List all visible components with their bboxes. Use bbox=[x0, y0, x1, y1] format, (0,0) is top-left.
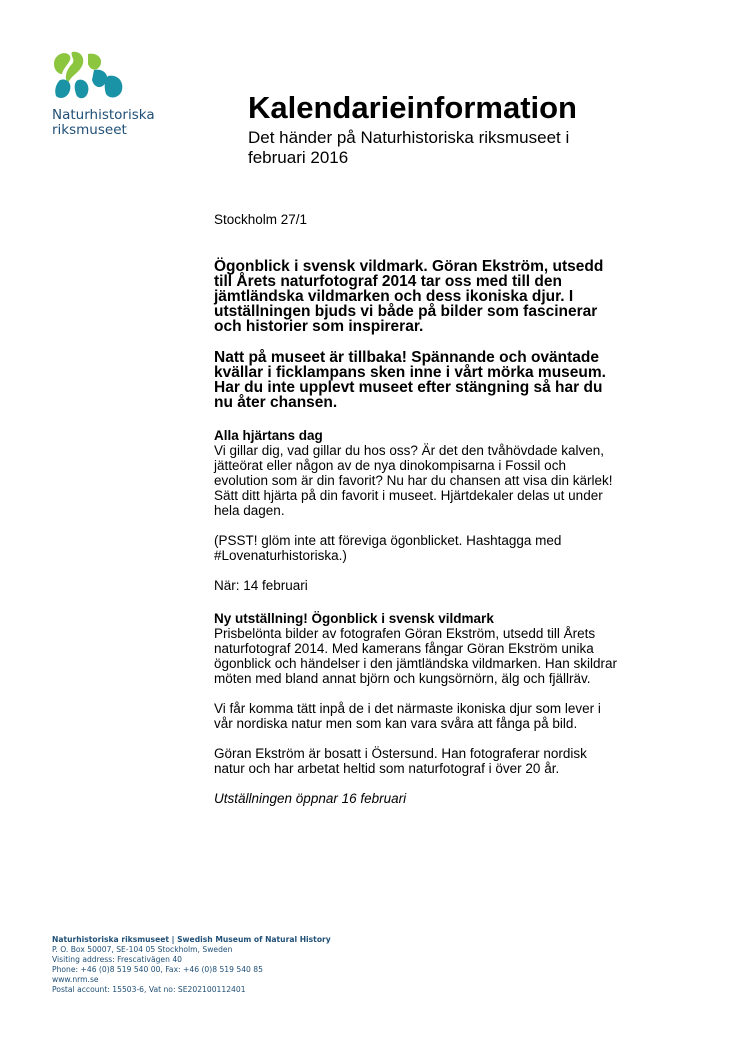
text-line: (PSST! glöm inte att föreviga ögonblicket. Hashtagga med bbox=[214, 533, 562, 548]
text-line: Vi gillar dig, vad gillar du hos oss? Är det den tvåhövdade kalven, bbox=[214, 443, 604, 458]
section-paragraph bbox=[214, 701, 684, 731]
section-valentines bbox=[214, 428, 684, 593]
footer-visiting: Visiting address: Frescativägen 40 bbox=[52, 955, 182, 964]
text-line: naturfotograf 2014. Med kamerans fångar Göran Ekström unika bbox=[214, 641, 594, 656]
subtitle-line: februari 2016 bbox=[248, 148, 349, 167]
lead-line: och historier som inspirerar. bbox=[214, 318, 424, 335]
event-date: När: 14 februari bbox=[214, 578, 308, 593]
text-line: ögonblick och händelser i den jämtländska vildmarken. Han skildrar bbox=[214, 656, 617, 671]
text-line: Vi får komma tätt inpå de i det närmaste ikoniska djur som lever i bbox=[214, 701, 601, 716]
lead-line: Har du inte upplevt museet efter stängning så har du bbox=[214, 379, 603, 396]
lead-line: Ögonblick i svensk vildmark. Göran Ekström, utsedd bbox=[214, 258, 604, 275]
page-subtitle bbox=[248, 128, 718, 168]
footer-org: Naturhistoriska riksmuseet | Swedish Museum of Natural History bbox=[52, 935, 331, 944]
lead-line: kvällar i ficklampans sken inne i vårt mörka museum. bbox=[214, 364, 606, 381]
lead-paragraph-1 bbox=[214, 259, 684, 334]
logo-text-line1: Naturhistoriska bbox=[52, 107, 155, 123]
text-line: Prisbelönta bilder av fotografen Göran Ekström, utsedd till Årets bbox=[214, 626, 596, 641]
text-line: #Lovenaturhistoriska.) bbox=[214, 548, 347, 563]
subtitle-line: Det händer på Naturhistoriska riksmuseet i bbox=[248, 128, 570, 147]
text-line: evolution som är din favorit? Nu har du chansen att visa din kärlek! bbox=[214, 473, 613, 488]
logo-text-line2: riksmuseet bbox=[52, 122, 127, 138]
section-heading: Alla hjärtans dag bbox=[214, 428, 323, 443]
section-heading: Ny utställning! Ögonblick i svensk vildmark bbox=[214, 611, 494, 626]
lead-paragraph-2 bbox=[214, 350, 684, 410]
text-line: Göran Ekström är bosatt i Östersund. Han fotograferar nordisk bbox=[214, 746, 587, 761]
museum-logo-mark-icon bbox=[52, 50, 128, 102]
text-line: natur och har arbetat heltid som naturfotograf i över 20 år. bbox=[214, 761, 560, 776]
lead-line: nu åter chansen. bbox=[214, 394, 338, 411]
lead-line: Natt på museet är tillbaka! Spännande och oväntade bbox=[214, 349, 600, 366]
footer-address: P. O. Box 50007, SE-104 05 Stockholm, Sweden bbox=[52, 945, 233, 954]
press-release-body bbox=[214, 212, 684, 806]
section-paragraph bbox=[214, 626, 684, 686]
text-line: jätteörat eller någon av de nya dinokompisarna i Fossil och bbox=[214, 458, 566, 473]
footer-postal: Postal account: 15503-6, Vat no: SE202100112401 bbox=[52, 985, 246, 994]
section-exhibition bbox=[214, 611, 684, 806]
footer bbox=[52, 935, 331, 995]
lead-line: till Årets naturfotograf 2014 tar oss med till den bbox=[214, 273, 562, 290]
header bbox=[248, 90, 718, 168]
lead-line: jämtländska vildmarken och dess ikoniska djur. I bbox=[214, 288, 574, 305]
opening-date: Utställningen öppnar 16 februari bbox=[214, 791, 407, 806]
section-paragraph bbox=[214, 443, 684, 518]
section-paragraph bbox=[214, 746, 684, 776]
lead-line: utställningen bjuds vi både på bilder som fascinerar bbox=[214, 303, 598, 320]
text-line: möten med bland annat björn och kungsörnörn, älg och fjällräv. bbox=[214, 671, 591, 686]
footer-website: www.nrm.se bbox=[52, 975, 99, 984]
footer-phone: Phone: +46 (0)8 519 540 00, Fax: +46 (0)8 519 540 85 bbox=[52, 965, 263, 974]
dateline: Stockholm 27/1 bbox=[214, 212, 308, 227]
text-line: Sätt ditt hjärta på din favorit i museet. Hjärtdekaler delas ut under bbox=[214, 488, 603, 503]
section-paragraph bbox=[214, 533, 684, 563]
text-line: hela dagen. bbox=[214, 503, 285, 518]
page-title: Kalendarieinformation bbox=[248, 90, 577, 125]
text-line: vår nordiska natur men som kan vara svåra att fånga på bild. bbox=[214, 716, 578, 731]
museum-logo bbox=[52, 50, 202, 138]
